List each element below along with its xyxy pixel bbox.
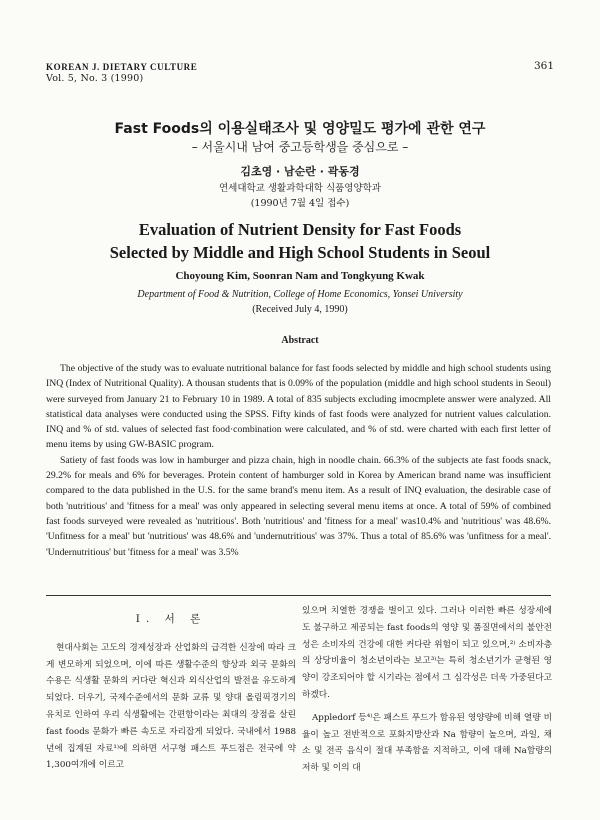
body-paragraph: 있으며 치열한 경쟁을 벌이고 있다. 그러나 이러한 빠른 성장세에도 불구하고 제공되는 fast foods의 영양 및 품질면에서의 불안전성은 소비자의 건강에 대한 커다란 위험이 되고 있으며,²⁾ 소비자층의 상당비율이 청소년이라는 보고³⁾는 특히 청소년기가 균형된 영양이 강조되어야 할 시기라는 점에서 그 심각성은 더욱 가중된다고 하겠다. <box>302 606 552 700</box>
section-divider <box>46 595 551 596</box>
page-number: 361 <box>533 60 554 72</box>
english-title <box>0 218 600 264</box>
english-title-line1: Evaluation of Nutrient Density for Fast Foods <box>138 220 462 239</box>
body-column-left <box>46 603 296 774</box>
korean-authors: 김초영 · 남순란 · 곽동경 <box>240 165 360 178</box>
korean-subtitle: – 서울시내 남여 중고등학생을 중심으로 – <box>191 140 409 154</box>
abstract-body <box>46 361 551 560</box>
english-authors: Choyoung Kim, Soonran Nam and Tongkyung Kwak <box>175 270 425 282</box>
section-heading-introduction: I. 서 론 <box>135 613 207 625</box>
body-paragraph: 현대사회는 고도의 경제성장과 산업화의 급격한 신장에 따라 크게 변모하게 되었으며, 이에 따른 생활수준의 향상과 외국 문화의 수용은 식생활 문화의 커다란 혁신과 외식산업의 발전을 유도하게 되었다. 더우기, 국제수준에서의 문화 교류 및 양대 올림픽경기의 유치로 인하여 우리 식생활에는 간편함이라는 최대의 장점을 살린 fast foods 문화가 빠른 속도로 자리잡게 되었다. 국내에서 1988년에 집계된 자료¹⁾에 의하면 서구형 패스트 푸드점은 전국에 약 1,300여개에 이르고 <box>46 642 296 771</box>
journal-volume: Vol. 5, No. 3 (1990) <box>46 73 144 84</box>
abstract-heading: Abstract <box>281 335 319 346</box>
abstract-paragraph: Satiety of fast foods was low in hamburger and pizza chain, high in noodle chain. 66.3% of the subjects ate fast foods snack, 29.2% for meals and 6% for beverages. Protein content of hamburger sold in Korea by American brand name was insufficient compared to the data published in the U.S. for the same brand's menu item. As a result of INQ evaluation, the desirable case of both 'nutritious' and 'fitness for a meal' was only appeared in selecting several menu items at once. A total of 59% of combined fast foods surveyed were revealed as 'nutritious'. Both 'nutritious' and 'fitness for a meal' was10.4% and 'nutritious' was 48.6%. 'Unfitness for a meal' but 'nutritious' was 48.6% and 'undernutritious' was 37%. Thus a total of 85.6% was 'unfitness for a meal'. 'Undernutritious' but 'fitness for a meal' was 3.5% <box>46 454 551 558</box>
journal-header <box>46 61 197 85</box>
korean-affiliation: 연세대학교 생활과학대학 식품영양학과 <box>218 183 382 194</box>
abstract-paragraph: The objective of the study was to evaluate nutritional balance for fast foods selected by middle and high school students using INQ (Index of Nutritional Quality). A thousan students that is 0.09% of the population (middle and high school students in Seoul) were surveyed from January 21 to February 10 in 1989. A total of 835 subjects excluding imocmplete answer were analyzed. All statistical data analyses were conducted using the SPSS. Fifty kinds of fast foods were analyzed for nutrient values calculation. INQ and % of std. values of selected fast food·combination were calculated, and % of std. were charted with each first letter of menu items by using GW-BASIC program. <box>46 363 551 451</box>
journal-name: KOREAN J. DIETARY CULTURE <box>46 62 198 72</box>
english-affiliation: Department of Food & Nutrition, College of Home Economics, Yonsei University <box>137 289 463 300</box>
body-column-right <box>302 603 552 777</box>
korean-title: Fast Foods의 이용실태조사 및 영양밀도 평가에 관한 연구 <box>114 121 486 137</box>
body-paragraph: Appledorf 등⁴⁾은 패스트 푸드가 함유된 영양량에 비해 열량 비율이 높고 전반적으로 포화지방산과 Na 함량이 높으며, 과일, 채소 및 전곡 음식이 절대 부족함을 지적하고, 이에 대해 Na함량의 저하 및 이의 대 <box>302 712 552 774</box>
english-title-line2: Selected by Middle and High School Students in Seoul <box>109 243 491 262</box>
korean-received-date: (1990년 7월 4일 접수) <box>250 198 350 209</box>
english-received-date: (Received July 4, 1990) <box>252 304 348 315</box>
